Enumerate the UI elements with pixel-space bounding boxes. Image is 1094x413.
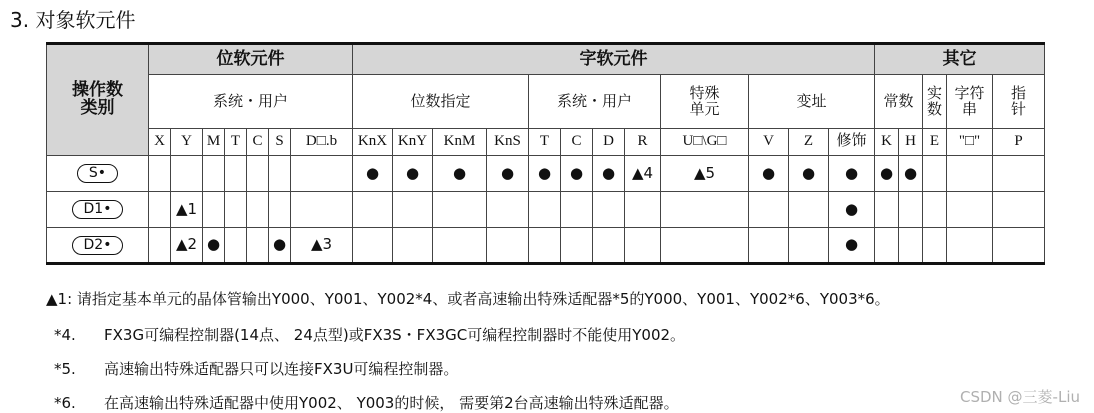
group-bit-devices: 位软元件 <box>149 44 353 75</box>
column-header: T <box>225 129 247 156</box>
operand-label: D2• <box>72 236 124 255</box>
table-cell <box>561 228 593 264</box>
subgroup-word-system-user: 系统・用户 <box>529 75 661 129</box>
operand-header <box>47 44 149 156</box>
table-cell <box>393 228 433 264</box>
subgroup-digit-spec: 位数指定 <box>353 75 529 129</box>
table-cell <box>203 192 225 228</box>
table-cell <box>749 228 789 264</box>
operand-cell <box>47 156 149 192</box>
note-4-mark: *4. <box>54 326 76 344</box>
operand-label: D1• <box>72 200 124 219</box>
table-cell <box>203 156 225 192</box>
column-header: V <box>749 129 789 156</box>
table-cell <box>593 228 625 264</box>
table-cell <box>947 156 993 192</box>
table-row <box>47 228 1045 264</box>
applicable-dot: ● <box>829 156 875 192</box>
table-cell <box>487 228 529 264</box>
applicable-dot: ● <box>789 156 829 192</box>
applicable-dot: ● <box>487 156 529 192</box>
table-cell <box>225 228 247 264</box>
table-cell <box>149 156 171 192</box>
note-6-mark: *6. <box>54 394 76 412</box>
applicable-dot: ● <box>269 228 291 264</box>
group-word-devices: 字软元件 <box>353 44 875 75</box>
subgroup-special-unit <box>661 75 749 129</box>
applicable-dot: ● <box>433 156 487 192</box>
table-row <box>47 156 1045 192</box>
applicable-dot: ● <box>529 156 561 192</box>
table-cell <box>899 192 923 228</box>
note-1-mark: ▲1: <box>46 290 73 308</box>
table-cell <box>749 192 789 228</box>
table-cell <box>353 192 393 228</box>
applicable-dot: ● <box>875 156 899 192</box>
table-cell <box>247 228 269 264</box>
table-cell <box>247 192 269 228</box>
table-cell <box>433 192 487 228</box>
applicable-dot: ● <box>749 156 789 192</box>
table-cell <box>661 192 749 228</box>
subgroup-string <box>947 75 993 129</box>
table-cell <box>875 228 899 264</box>
column-header: 修饰 <box>829 129 875 156</box>
pointer-label: 指 针 <box>1010 83 1026 118</box>
table-cell <box>923 192 947 228</box>
column-header: KnS <box>487 129 529 156</box>
column-header: T <box>529 129 561 156</box>
subgroup-pointer <box>993 75 1045 129</box>
note-5-mark: *5. <box>54 360 76 378</box>
column-header-row <box>47 129 1045 156</box>
table-cell <box>993 156 1045 192</box>
column-header: X <box>149 129 171 156</box>
applicable-dot: ● <box>829 228 875 264</box>
table-cell <box>593 192 625 228</box>
operand-table <box>46 42 1045 265</box>
restricted-mark: ▲3 <box>291 228 353 264</box>
table-cell <box>661 228 749 264</box>
column-header: Z <box>789 129 829 156</box>
operand-cell <box>47 192 149 228</box>
column-header: KnY <box>393 129 433 156</box>
operand-label: S• <box>77 164 118 183</box>
column-header: E <box>923 129 947 156</box>
column-header: U□\G□ <box>661 129 749 156</box>
note-5 <box>54 358 458 379</box>
table-cell <box>529 192 561 228</box>
section-title: 3. 对象软元件 <box>10 8 136 32</box>
column-header: S <box>269 129 291 156</box>
subgroup-constant: 常数 <box>875 75 923 129</box>
column-header: Y <box>171 129 203 156</box>
note-4-text: FX3G可编程控制器(14点、 24点型)或FX3S・FX3GC可编程控制器时不能使用Y002。 <box>104 326 686 344</box>
table-row <box>47 192 1045 228</box>
column-header: R <box>625 129 661 156</box>
table-cell <box>789 228 829 264</box>
table-cell <box>923 228 947 264</box>
table-cell <box>993 228 1045 264</box>
table-cell <box>947 192 993 228</box>
table-cell <box>993 192 1045 228</box>
column-header: "□" <box>947 129 993 156</box>
table-cell <box>561 192 593 228</box>
applicable-dot: ● <box>353 156 393 192</box>
note-6 <box>54 392 679 413</box>
column-header: C <box>247 129 269 156</box>
note-1-text: 请指定基本单元的晶体管输出Y000、Y001、Y002*4、或者高速输出特殊适配器*5的Y000、Y001、Y002*6、Y003*6。 <box>76 290 890 308</box>
table-cell <box>789 192 829 228</box>
applicable-dot: ● <box>561 156 593 192</box>
subgroup-real <box>923 75 947 129</box>
restricted-mark: ▲2 <box>171 228 203 264</box>
subgroup-bit-system-user: 系统・用户 <box>149 75 353 129</box>
applicable-dot: ● <box>899 156 923 192</box>
string-label: 字符 串 <box>954 83 985 118</box>
special-unit-label: 特殊 单元 <box>689 83 720 118</box>
table-cell <box>149 192 171 228</box>
note-6-text: 在高速输出特殊适配器中使用Y002、 Y003的时候， 需要第2台高速输出特殊适配器。 <box>104 394 679 412</box>
applicable-dot: ● <box>593 156 625 192</box>
table-cell <box>625 228 661 264</box>
note-5-text: 高速输出特殊适配器只可以连接FX3U可编程控制器。 <box>104 360 459 378</box>
operand-cell <box>47 228 149 264</box>
restricted-mark: ▲5 <box>661 156 749 192</box>
note-1 <box>46 288 890 309</box>
table-cell <box>291 192 353 228</box>
table-cell <box>529 228 561 264</box>
table-cell <box>433 228 487 264</box>
operand-header-label: 操作数 类别 <box>72 80 123 118</box>
watermark: CSDN @三菱-Liu <box>960 388 1080 406</box>
table-cell <box>171 156 203 192</box>
column-header: H <box>899 129 923 156</box>
column-header: M <box>203 129 225 156</box>
applicable-dot: ● <box>393 156 433 192</box>
table-cell <box>225 192 247 228</box>
restricted-mark: ▲4 <box>625 156 661 192</box>
table-cell <box>225 156 247 192</box>
table-cell <box>625 192 661 228</box>
table-cell <box>291 156 353 192</box>
table-cell <box>923 156 947 192</box>
column-header: D□.b <box>291 129 353 156</box>
table-cell <box>269 156 291 192</box>
table-cell <box>393 192 433 228</box>
column-header: K <box>875 129 899 156</box>
table-cell <box>899 228 923 264</box>
table-cell <box>247 156 269 192</box>
table-cell <box>353 228 393 264</box>
note-4 <box>54 324 685 345</box>
table-cell <box>269 192 291 228</box>
table-cell <box>149 228 171 264</box>
applicable-dot: ● <box>829 192 875 228</box>
table-cell <box>947 228 993 264</box>
table-cell <box>487 192 529 228</box>
column-header: C <box>561 129 593 156</box>
column-header: D <box>593 129 625 156</box>
column-header: KnM <box>433 129 487 156</box>
column-header: KnX <box>353 129 393 156</box>
subgroup-index: 变址 <box>749 75 875 129</box>
restricted-mark: ▲1 <box>171 192 203 228</box>
group-others: 其它 <box>875 44 1045 75</box>
column-header: P <box>993 129 1045 156</box>
real-label: 实 数 <box>926 83 942 118</box>
table-cell <box>875 192 899 228</box>
applicable-dot: ● <box>203 228 225 264</box>
